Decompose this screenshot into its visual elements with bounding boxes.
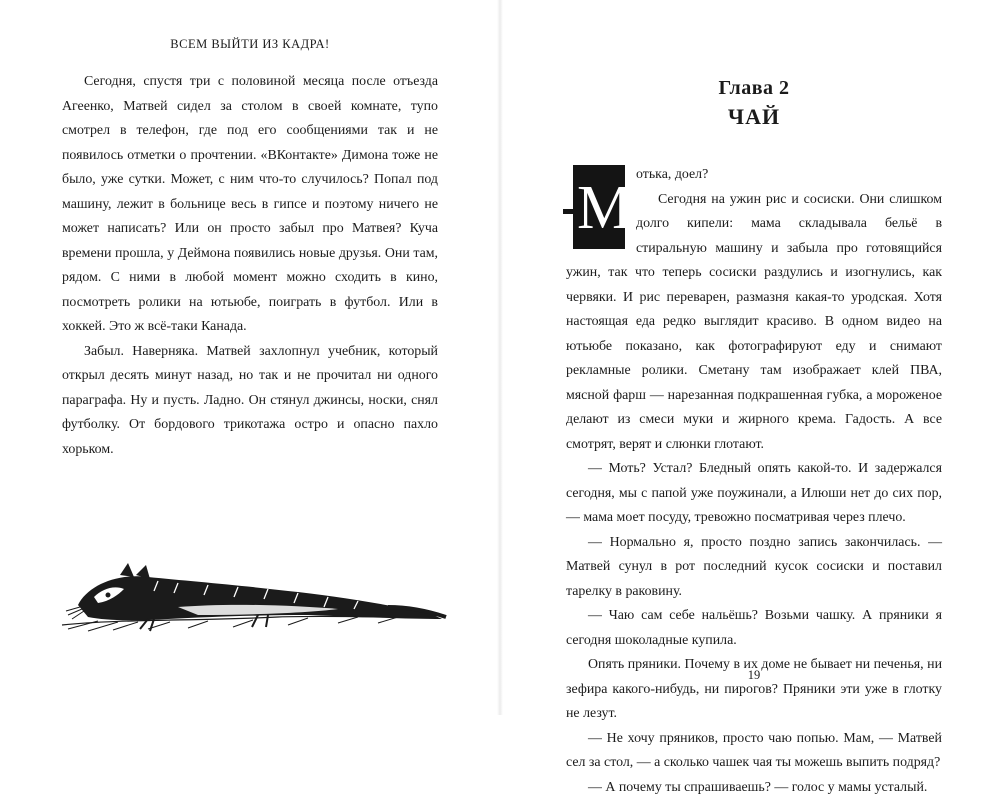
chapter-label: Глава 2	[566, 77, 942, 100]
dropcap	[563, 165, 627, 253]
paragraph: — Нормально я, просто поздно запись закончилась. — Матвей сунул в рот последний кусок сосиски и поставил тарелку в раковину.	[566, 531, 942, 605]
paragraph: Сегодня, спустя три с половиной месяца после отъезда Агеенко, Матвей сидел за столом в своей комнате, тупо смотрел в телефон, где под его сообщениями так и не появилось отметки о прочтении. «ВКонтакте» Димона тоже не было, уже сутки. Может, с ним что-то случилось? Попал под машину, лежит в больнице весь в гипсе и поэтому ничего не может написать? Или он просто забыл про Матвея? Куча времени прошла, у Деймона появились новые друзья. Они там, рядом. С ними в любой момент можно сходить в кино, посмотреть ролики на ютьюбе, поиграть в футбол. Или в хоккей. Это ж всё-таки Канада.	[62, 70, 438, 340]
paragraph: — А почему ты спрашиваешь? — голос у мамы усталый.	[566, 776, 942, 800]
right-body-text	[566, 163, 942, 800]
paragraph: — Моть? Устал? Бледный опять какой-то. И задержался сегодня, мы с папой уже поужинали, а Илюши нет до сих пор, — мама моет посуду, тревожно посматривая через плечо.	[566, 457, 942, 531]
sleeping-ferret-illustration	[58, 545, 448, 635]
chapter-title: ЧАЙ	[566, 104, 942, 130]
paragraph: Сегодня на ужин рис и сосиски. Они слишком долго кипели: мама складывала бельё в стиральную машину и забыла про готовящийся ужин, так что теперь сосиски раздулись и изогнулись, как червяки. И рис переварен, размазня какая-то уродская. Хотя настоящая еда редко выглядит красиво. В одном видео на ютьюбе показано, как фотографируют еду и снимают рекламные ролики. Сметану там изображает клей ПВА, мясной фарш — нарезанная подкрашенная губка, а мороженое делают из смеси муки и жирного крема. Гадость. А все смотрят, верят и слюнки глотают.	[566, 188, 942, 458]
dropcap-letter: М	[577, 173, 625, 243]
left-body-text	[62, 70, 438, 462]
page-number: 19	[566, 668, 942, 683]
paragraph: — Чаю сам себе нальёшь? Возьми чашку. А пряники я сегодня шоколадные купила.	[566, 604, 942, 653]
right-page	[500, 0, 1000, 715]
left-page	[0, 0, 500, 715]
paragraph: Опять пряники. Почему в их доме не бывает ни печенья, ни зефира какого-нибудь, ни пирогов? Пряники эти уже в глотку не лезут.	[566, 653, 942, 727]
running-head: ВСЕМ ВЫЙТИ ИЗ КАДРА!	[62, 37, 438, 52]
paragraph: — Не хочу пряников, просто чаю попью. Мам, — Матвей сел за стол, — а сколько чашек чая ты можешь выпить подряд?	[566, 727, 942, 776]
paragraph: Забыл. Наверняка. Матвей захлопнул учебник, который открыл десять минут назад, но так и не прочитал ни одного параграфа. Ну и пусть. Ладно. Он стянул джинсы, носки, снял футболку. От бордового трикотажа остро и опасно пахло хорьком.	[62, 340, 438, 463]
paragraph-first: отька, доел?	[566, 163, 942, 188]
